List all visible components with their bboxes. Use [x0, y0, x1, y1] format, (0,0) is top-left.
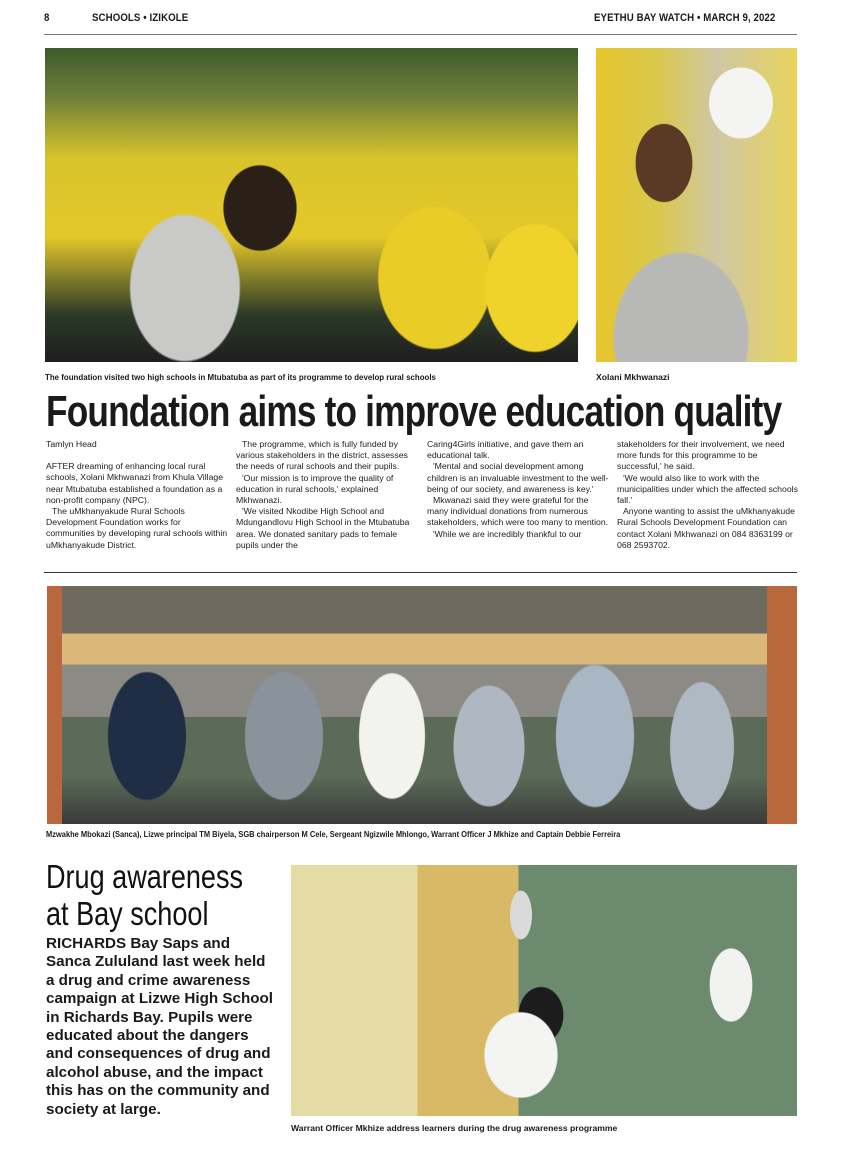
story2-headline-line2: at Bay school: [46, 895, 209, 932]
paragraph: The uMkhanyakude Rural Schools Development Foundation works for communities by developing rural schools within uMkhanyakude District.: [46, 506, 228, 550]
photo-side-caption: Xolani Mkhwanazi: [596, 372, 670, 382]
article-column-1: [46, 439, 228, 551]
article-column-3: [427, 439, 609, 540]
section-label: SCHOOLS • IZIKOLE: [92, 12, 189, 24]
paragraph: 'Mental and social development among children is an invaluable investment to the well-being of our society, and awareness is key.': [427, 461, 609, 494]
article-column-2: [236, 439, 418, 551]
article-column-4: [617, 439, 799, 551]
paragraph: Mkwanazi said they were grateful for the many individual donations from numerous stakeholders, which were too many to mention.: [427, 495, 609, 528]
photo-foundation-visit: [45, 48, 578, 362]
paragraph: 'Our mission is to improve the quality of education in rural schools,' explained Mkhwanazi.: [236, 472, 394, 506]
paragraph: The programme, which is fully funded by various stakeholders in the district, assesses the needs of rural schools and their pupils.: [236, 439, 408, 472]
byline: Tamlyn Head: [46, 439, 97, 449]
story2-standfirst: RICHARDS Bay Saps and Sanca Zululand last week held a drug and crime awareness campaign at Lizwe High School in Richards Bay. Pupils were educated about the dangers and consequences of drug and alcohol abuse, and the impact this has on the community and society at large.: [46, 935, 273, 1118]
section-divider: [44, 572, 797, 573]
paragraph: 'We visited Nkodibe High School and Mdungandlovu High School in the Mtubatuba area. We donated sanitary pads to female pupils under the: [236, 506, 410, 550]
story2-headline-line1: Drug awareness: [46, 858, 244, 895]
paragraph: stakeholders for their involvement, we need more funds for this programme to be successful,' he said.: [617, 439, 785, 472]
photo-group-officials: [47, 586, 797, 824]
paragraph: Anyone wanting to assist the uMkhanyakude Rural Schools Development Foundation can contact Xolani Mkhwanazi on 084 8363199 or 068 2593702.: [617, 506, 795, 550]
publication-date: EYETHU BAY WATCH • MARCH 9, 2022: [594, 12, 776, 24]
story1-headline: Foundation aims to improve education quality: [46, 387, 782, 436]
page-number: 8: [44, 12, 50, 24]
story2-headline: [46, 858, 243, 932]
paragraph: Caring4Girls initiative, and gave them an educational talk.: [427, 439, 584, 461]
paragraph: AFTER dreaming of enhancing local rural schools, Xolani Mkhwanazi from Khula Village near Mtubatuba established a foundation as a non-profit company (NPC).: [46, 461, 224, 505]
group-photo-caption: Mzwakhe Mbokazi (Sanca), Lizwe principal TM Biyela, SGB chairperson M Cele, Sergeant Ngizwile Mhlongo, Warrant Officer J Mkhize and Captain Debbie Ferreira: [46, 829, 621, 839]
paragraph: 'While we are incredibly thankful to our: [433, 528, 582, 539]
photo-main-caption: The foundation visited two high schools in Mtubatuba as part of its programme to develop rural schools: [45, 372, 436, 382]
paragraph: 'We would also like to work with the municipalities under which the affected schools fall.': [617, 472, 798, 506]
classroom-photo-caption: Warrant Officer Mkhize address learners during the drug awareness programme: [291, 1123, 618, 1133]
photo-classroom: [291, 865, 797, 1116]
header-rule: [44, 34, 797, 35]
photo-xolani-mkhwanazi: [596, 48, 797, 362]
